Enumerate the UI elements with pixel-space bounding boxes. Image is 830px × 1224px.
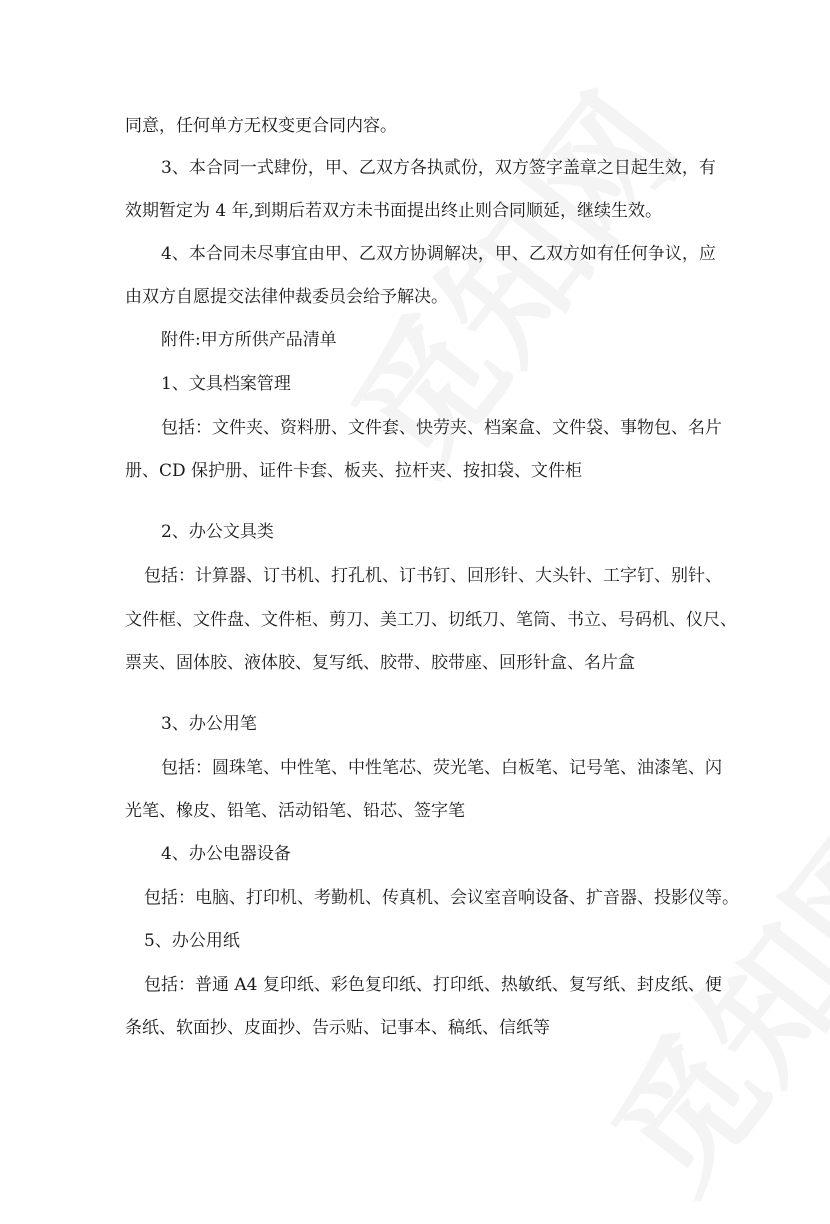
section-items: 包括：文件夹、资料册、文件套、快劳夹、档案盒、文件袋、事物包、名片 <box>161 418 722 438</box>
section-items-continuation: 文件框、文件盘、文件柜、剪刀、美工刀、切纸刀、笔筒、书立、号码机、仪尺、 <box>125 610 737 630</box>
attachment-title: 附件:甲方所供产品清单 <box>161 330 337 350</box>
contract-clause-3: 3、本合同一式肆份，甲、乙双方各执贰份，双方签字盖章之日起生效，有 <box>161 158 716 178</box>
contract-clause-3-continuation: 效期暂定为 4 年,到期后若双方未书面提出终止则合同顺延，继续生效。 <box>125 201 663 221</box>
contract-clause-2-continuation: 同意，任何单方无权变更合同内容。 <box>125 116 397 136</box>
section-items: 包括：计算器、订书机、打孔机、订书钉、回形针、大头针、工字钉、别针、 <box>144 566 722 586</box>
section-heading: 5、办公用纸 <box>144 931 240 951</box>
section-heading: 1、文具档案管理 <box>161 374 291 394</box>
section-heading: 3、办公用笔 <box>161 714 257 734</box>
contract-clause-4-continuation: 由双方自愿提交法律仲裁委员会给予解决。 <box>125 287 448 307</box>
section-heading: 4、办公电器设备 <box>161 844 291 864</box>
contract-clause-4: 4、本合同未尽事宜由甲、乙双方协调解决，甲、乙双方如有任何争议，应 <box>161 244 716 264</box>
section-items-continuation: 光笔、橡皮、铅笔、活动铅笔、铅芯、签字笔 <box>125 801 465 821</box>
section-items: 包括：普通 A4 复印纸、彩色复印纸、打印纸、热敏纸、复写纸、封皮纸、便 <box>144 975 722 995</box>
section-items: 包括：电脑、打印机、考勤机、传真机、会议室音响设备、扩音器、投影仪等。 <box>144 888 739 908</box>
watermark-bottom <box>560 769 830 1224</box>
section-items-continuation: 条纸、软面抄、皮面抄、告示贴、记事本、稿纸、信纸等 <box>125 1018 550 1038</box>
section-items: 包括：圆珠笔、中性笔、中性笔芯、荧光笔、白板笔、记号笔、油漆笔、闪 <box>161 758 722 778</box>
section-items-continuation: 册、CD 保护册、证件卡套、板夹、拉杆夹、按扣袋、文件柜 <box>125 461 583 481</box>
section-items-continuation: 票夹、固体胶、液体胶、复写纸、胶带、胶带座、回形针盒、名片盒 <box>125 653 635 673</box>
section-heading: 2、办公文具类 <box>161 522 274 542</box>
